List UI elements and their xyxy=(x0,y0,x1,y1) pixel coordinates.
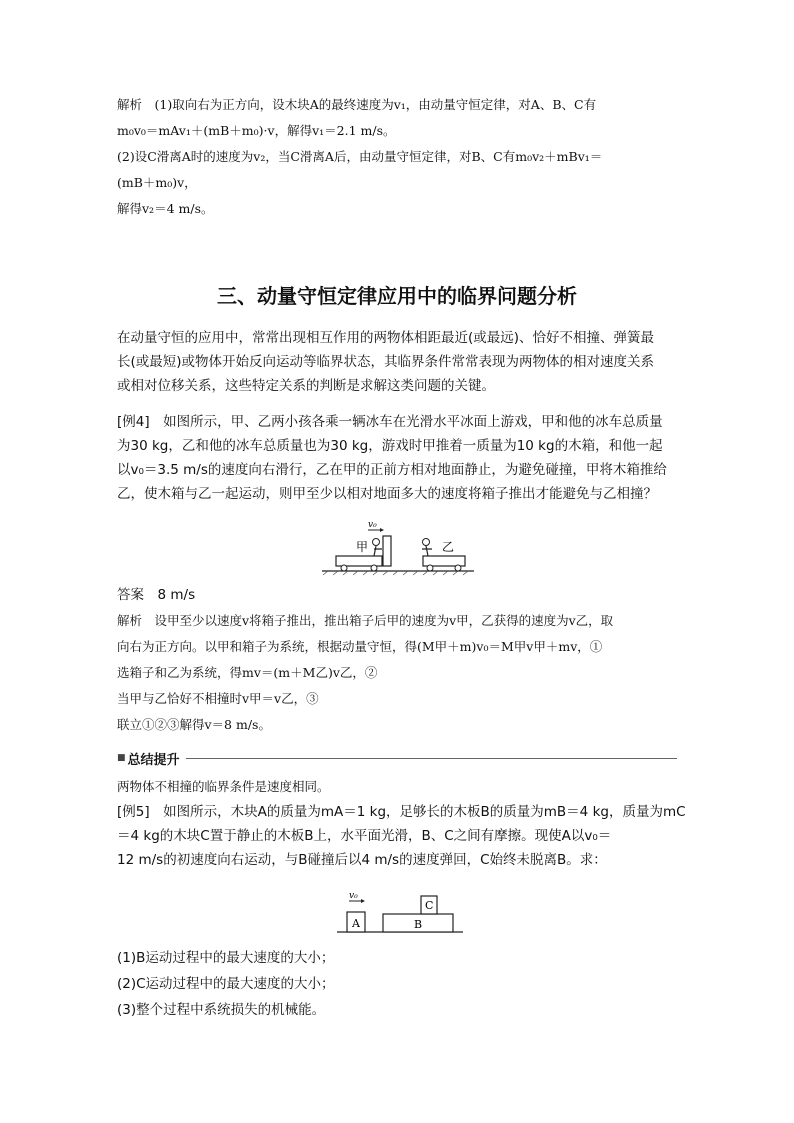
example-4-line: [例4] 如图所示，甲、乙两小孩各乘一辆冰车在光滑水平冰面上游戏，甲和他的冰车总质量 xyxy=(117,414,663,430)
solution-4-line: 选箱子和乙为系统，得mv＝(m＋M乙)v乙，② xyxy=(117,665,378,680)
question-line: (1)B运动过程中的最大速度的大小； xyxy=(117,950,335,966)
intro-line: 在动量守恒的应用中，常常出现相互作用的两物体相距最近(或最远)、恰好不相撞、弹簧最 xyxy=(117,330,655,346)
solution-1-line: 解析 (1)取向右为正方向，设木块A的最终速度为v₁，由动量守恒定律，对A、B、C有 xyxy=(117,97,597,112)
example-5-line: [例5] 如图所示，木块A的质量为mA＝1 kg，足够长的木板B的质量为mB＝4 kg，质量为mC xyxy=(117,804,686,820)
answer-4 xyxy=(117,584,677,606)
solution-4-line: 当甲与乙恰好不相撞时v甲＝v乙，③ xyxy=(117,691,319,706)
intro-line: 长(或最短)或物体开始反向运动等临界状态，其临界条件常常表现为两物体的相对速度关系 xyxy=(117,354,655,370)
arrow-head xyxy=(380,528,384,532)
v0-label: v₀ xyxy=(349,891,358,901)
child-jia-body xyxy=(374,546,382,556)
board-b-label: B xyxy=(414,918,423,931)
summary-rule xyxy=(186,758,677,759)
example-5-questions xyxy=(117,945,677,1023)
example-5-problem xyxy=(117,800,686,872)
question-line: (3)整个过程中系统损失的机械能。 xyxy=(117,1002,326,1018)
example-4-line: 以v₀＝3.5 m/s的速度向右滑行，乙在甲的正前方相对地面静止，为避免碰撞，甲将木箱推给 xyxy=(117,462,667,478)
arrow-head xyxy=(361,899,365,903)
question-line: (2)C运动过程中的最大速度的大小； xyxy=(117,976,335,992)
example-4-problem xyxy=(117,410,677,506)
solution-1-line: m₀v₀＝mAv₁＋(mB＋m₀)·v，解得v₁＝2.1 m/s。 xyxy=(117,123,396,138)
sled-jia-wheel xyxy=(371,565,377,571)
wooden-box xyxy=(383,536,391,566)
block-a-label: A xyxy=(352,917,360,930)
example-4-line: 乙，使木箱与乙一起运动，则甲至少以相对地面多大的速度将箱子推出才能避免与乙相撞？ xyxy=(117,486,657,502)
sled-jia xyxy=(336,556,382,566)
child-jia-head xyxy=(373,539,380,546)
solution-4-line: 向右为正方向。以甲和箱子为系统，根据动量守恒，得(M甲＋m)v₀＝M甲v甲＋mv，① xyxy=(117,639,603,654)
section-title: 三、动量守恒定律应用中的临界问题分析 xyxy=(217,284,577,308)
intro-paragraph xyxy=(117,326,677,398)
block-c-label: C xyxy=(425,899,434,912)
solution-1-line: (2)设C滑离A时的速度为v₂，当C滑离A后，由动量守恒定律，对B、C有m₀v₂＋mBv₁＝ xyxy=(117,149,603,164)
sled-yi-wheel xyxy=(427,565,433,571)
intro-line: 或相对位移关系，这些特定关系的判断是求解这类问题的关键。 xyxy=(117,378,495,394)
solution-4 xyxy=(117,608,677,738)
child-yi-body xyxy=(422,546,432,556)
sled-yi xyxy=(423,556,465,566)
sled-yi-wheel xyxy=(455,565,461,571)
child-yi-head xyxy=(423,539,430,546)
summary-text xyxy=(117,774,677,800)
solution-1 xyxy=(117,92,677,222)
v0-label: v₀ xyxy=(368,520,377,530)
blocks-figure xyxy=(335,890,465,938)
solution-1-line: 解得v₂＝4 m/s。 xyxy=(117,201,214,216)
sled-jia-wheel xyxy=(341,565,347,571)
example-5-line: ＝4 kg的木块C置于静止的木板B上，水平面光滑，B、C之间有摩擦。现使A以v₀＝ xyxy=(117,828,612,844)
jia-label: 甲 xyxy=(356,540,369,554)
solution-4-line: 联立①②③解得v＝8 m/s。 xyxy=(117,717,271,732)
example-4-line: 为30 kg，乙和他的冰车总质量也为30 kg，游戏时甲推着一质量为10 kg的木箱，和他一起 xyxy=(117,438,663,454)
answer-4-text: 答案 8 m/s xyxy=(117,587,196,603)
example-5-line: 12 m/s的初速度向右运动，与B碰撞后以4 m/s的速度弹回，C始终未脱离B。求： xyxy=(117,852,607,868)
ice-sled-figure xyxy=(318,518,478,576)
summary-marker-icon: ■ xyxy=(117,753,126,763)
summary-line: 两物体不相撞的临界条件是速度相同。 xyxy=(117,779,330,794)
summary-title: 总结提升 xyxy=(127,752,180,768)
yi-label: 乙 xyxy=(442,540,455,554)
solution-1-line: (mB＋m₀)v， xyxy=(117,175,197,190)
summary-header xyxy=(117,748,677,768)
solution-4-line: 解析 设甲至少以速度v将箱子推出，推出箱子后甲的速度为v甲，乙获得的速度为v乙，取 xyxy=(117,613,614,628)
